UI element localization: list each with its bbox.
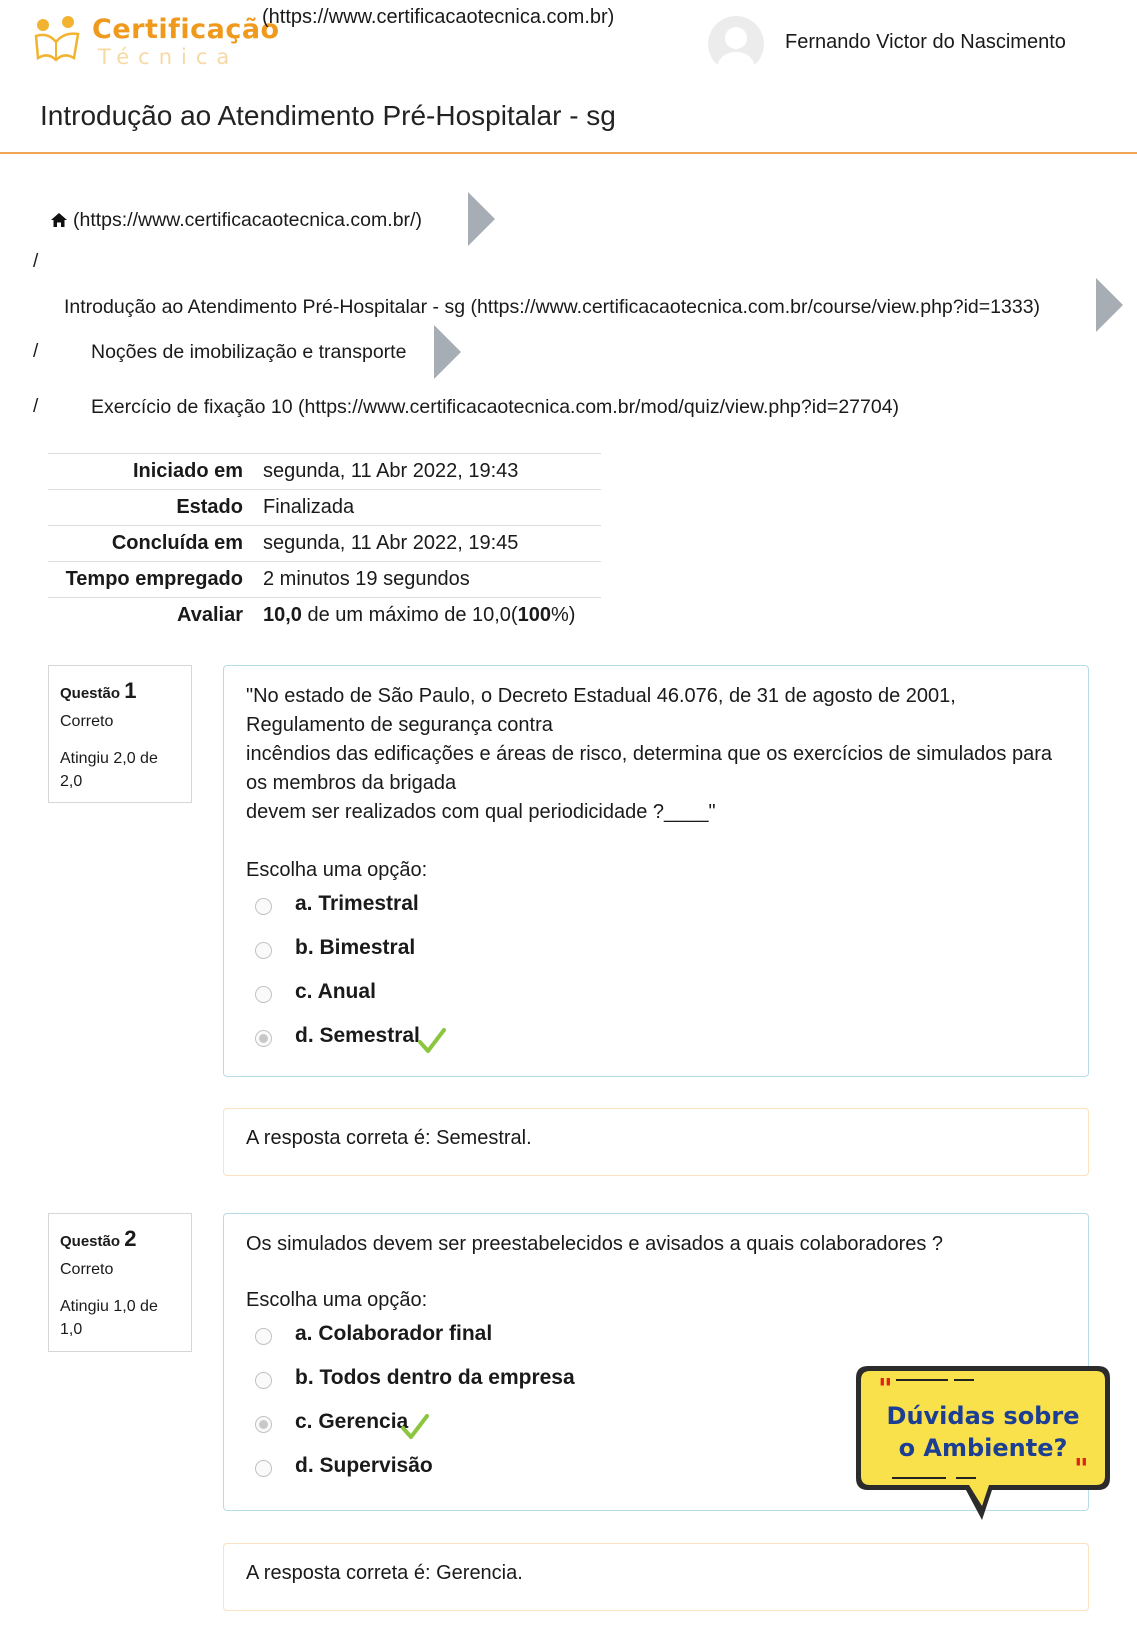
header-divider <box>0 152 1137 154</box>
correct-check-icon <box>418 1028 446 1054</box>
correct-answer-text: A resposta correta é: Semestral. <box>246 1127 532 1149</box>
logo-people-icon <box>34 14 92 72</box>
summary-value: segunda, 11 Abr 2022, 19:43 <box>263 460 519 482</box>
option-label: d. Supervisão <box>295 1454 433 1477</box>
summary-row-state <box>48 490 601 526</box>
summary-row-time <box>48 562 601 598</box>
question-number-value: 1 <box>124 678 137 703</box>
question-text: "No estado de São Paulo, o Decreto Estadual 46.076, de 31 de agosto de 2001, Regulamento de segurança contra incêndios das edificações e áreas de risco, determina que os exercícios de simulados para os membros da brigada devem ser realizados com qual periodicidade ?____" <box>246 685 1052 823</box>
question-label: Questão <box>60 1233 121 1250</box>
breadcrumb-separator: / <box>33 341 39 362</box>
user-avatar[interactable] <box>708 16 764 72</box>
summary-value: segunda, 11 Abr 2022, 19:45 <box>263 532 519 554</box>
correct-check-icon <box>401 1414 429 1440</box>
question-number <box>60 1226 136 1252</box>
summary-value <box>263 598 601 634</box>
breadcrumb-arrow-icon <box>434 325 461 379</box>
question-grade: Atingiu 2,0 de 2,0 <box>60 750 158 790</box>
summary-value: 2 minutos 19 segundos <box>263 568 470 590</box>
site-logo[interactable] <box>34 10 280 70</box>
help-badge-text <box>876 1400 1090 1464</box>
radio-button[interactable] <box>255 898 272 915</box>
question-grade: Atingiu 1,0 de 1,0 <box>60 1298 158 1338</box>
option-label: c. Gerencia <box>295 1410 409 1433</box>
breadcrumb-arrow-icon <box>1096 278 1123 332</box>
svg-text:": " <box>878 1372 893 1405</box>
option-label: a. Colaborador final <box>295 1322 493 1345</box>
breadcrumb-section[interactable]: Noções de imobilização e transporte <box>91 341 407 363</box>
question-label: Questão <box>60 685 121 702</box>
summary-label: Iniciado em <box>132 460 243 482</box>
grade-end: %) <box>550 604 576 627</box>
page-title: Introdução ao Atendimento Pré-Hospitalar - sg <box>40 100 616 131</box>
grade-score: 10,0 <box>263 604 302 627</box>
summary-row-completed <box>48 526 601 562</box>
radio-button[interactable] <box>255 1460 272 1477</box>
summary-label: Concluída em <box>111 532 243 554</box>
summary-row-grade <box>48 598 601 634</box>
feedback-box-1 <box>223 1108 1089 1176</box>
question-number-value: 2 <box>124 1226 137 1251</box>
svg-text:": " <box>1074 1452 1089 1485</box>
option-label: c. Anual <box>295 980 376 1003</box>
logo-subtitle: Técnica <box>98 45 239 69</box>
question-status: Correto <box>60 1261 114 1278</box>
breadcrumb-separator: / <box>33 251 39 272</box>
help-badge-line2: o Ambiente? <box>898 1434 1068 1462</box>
help-badge-line1: Dúvidas sobre <box>886 1402 1080 1430</box>
radio-button[interactable] <box>255 1328 272 1345</box>
option-label: b. Bimestral <box>295 936 416 959</box>
correct-answer-text: A resposta correta é: Gerencia. <box>246 1562 523 1584</box>
grade-mid: de um máximo de 10,0( <box>301 604 518 627</box>
summary-value: Finalizada <box>263 496 355 518</box>
logo-title: Certificação <box>92 14 280 45</box>
question-info-2 <box>48 1213 192 1352</box>
radio-button-selected[interactable] <box>255 1030 272 1047</box>
user-name[interactable]: Fernando Victor do Nascimento <box>785 31 1066 53</box>
question-status: Correto <box>60 713 114 730</box>
question-text: Os simulados devem ser preestabelecidos e avisados a quais colaboradores ? <box>246 1233 944 1255</box>
radio-button[interactable] <box>255 942 272 959</box>
radio-button[interactable] <box>255 986 272 1003</box>
breadcrumb-home-link[interactable]: (https://www.certificacaotecnica.com.br/) <box>73 209 422 231</box>
attempt-summary-table <box>48 453 601 634</box>
help-chat-button[interactable] <box>856 1366 1114 1526</box>
summary-label: Tempo empregado <box>65 568 243 590</box>
summary-label: Avaliar <box>177 604 243 627</box>
question-box-1 <box>223 665 1089 1077</box>
breadcrumb-quiz-link[interactable]: Exercício de fixação 10 (https://www.certificacaotecnica.com.br/mod/quiz/view.php?id=27704) <box>91 396 900 418</box>
breadcrumb-course-link[interactable]: Introdução ao Atendimento Pré-Hospitalar - sg (https://www.certificacaotecnica.com.br/course/view.php?id=1333) <box>64 296 1041 318</box>
question-number <box>60 678 136 704</box>
feedback-box-2 <box>223 1543 1089 1611</box>
grade-percent: 100 <box>517 604 551 627</box>
choose-option-prompt: Escolha uma opção: <box>246 859 428 881</box>
breadcrumb-arrow-icon <box>468 192 495 246</box>
option-label: a. Trimestral <box>295 892 419 915</box>
breadcrumb-separator: / <box>33 396 39 417</box>
logo-url-link[interactable]: (https://www.certificacaotecnica.com.br) <box>262 6 615 28</box>
radio-button-selected[interactable] <box>255 1416 272 1433</box>
summary-row-started <box>48 454 601 490</box>
home-icon <box>50 212 68 228</box>
question-info-1 <box>48 665 192 803</box>
option-label: d. Semestral <box>295 1024 420 1047</box>
radio-button[interactable] <box>255 1372 272 1389</box>
choose-option-prompt: Escolha uma opção: <box>246 1289 428 1311</box>
option-label: b. Todos dentro da empresa <box>295 1366 575 1389</box>
user-avatar-icon <box>708 16 764 72</box>
summary-label: Estado <box>176 496 243 518</box>
